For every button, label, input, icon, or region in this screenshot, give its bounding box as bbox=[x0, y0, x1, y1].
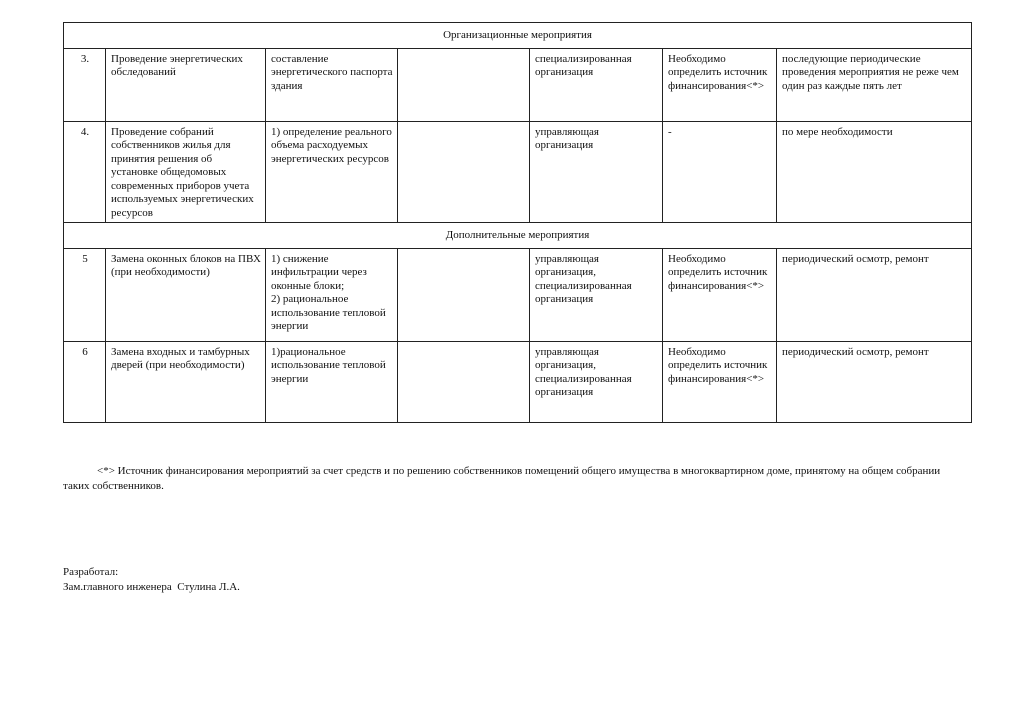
author-name: Зам.главного инженера Стулина Л.А. bbox=[63, 581, 240, 593]
table-row bbox=[64, 248, 972, 341]
measure-result: 1)рациональное использование тепловой энергии bbox=[266, 341, 398, 422]
table-row bbox=[64, 121, 972, 223]
table-row bbox=[64, 341, 972, 422]
measure-name: Проведение энергетических обследований bbox=[106, 48, 266, 121]
measure-period: по мере необходимости bbox=[777, 121, 972, 223]
section-header-row bbox=[64, 23, 972, 49]
measure-result-line: 1) снижение инфильтрации через оконные блоки; bbox=[271, 252, 367, 292]
row-number: 6 bbox=[64, 341, 106, 422]
measure-result: составление энергетического паспорта здания bbox=[266, 48, 398, 121]
empty-cell bbox=[398, 121, 530, 223]
measure-result bbox=[266, 248, 398, 341]
empty-cell bbox=[398, 248, 530, 341]
measure-executor: управляющая организация bbox=[530, 121, 663, 223]
measure-name: Проведение собраний собственников жилья для принятия решения об установке общедомовых современных приборов учета используемых энергетических ресурсов bbox=[106, 121, 266, 223]
measure-funding: Необходимо определить источник финансирования<*> bbox=[663, 48, 777, 121]
measure-funding: Необходимо определить источник финансирования<*> bbox=[663, 341, 777, 422]
measure-name: Замена оконных блоков на ПВХ (при необходимости) bbox=[106, 248, 266, 341]
measure-period: периодический осмотр, ремонт bbox=[777, 341, 972, 422]
row-number: 4. bbox=[64, 121, 106, 223]
row-number: 5 bbox=[64, 248, 106, 341]
measure-executor: специализированная организация bbox=[530, 48, 663, 121]
footnote: <*> Источник финансирования мероприятий за счет средств и по решению собственников помещений общего имущества в многоквартирном доме, принятому на общем собрании таких собственников. bbox=[63, 465, 941, 492]
measure-period: периодический осмотр, ремонт bbox=[777, 248, 972, 341]
empty-cell bbox=[398, 341, 530, 422]
measure-funding: Необходимо определить источник финансирования<*> bbox=[663, 248, 777, 341]
measure-period: последующие периодические проведения мероприятия не реже чем один раз каждые пять лет bbox=[777, 48, 972, 121]
table-row bbox=[64, 48, 972, 121]
section-title-extra: Дополнительные мероприятия bbox=[64, 223, 972, 249]
empty-cell bbox=[398, 48, 530, 121]
measure-executor: управляющая организация, специализированная организация bbox=[530, 341, 663, 422]
measure-name: Замена входных и тамбурных дверей (при необходимости) bbox=[106, 341, 266, 422]
measure-executor: управляющая организация, специализированная организация bbox=[530, 248, 663, 341]
row-number: 3. bbox=[64, 48, 106, 121]
signature-block bbox=[63, 565, 240, 595]
measure-result: 1) определение реального объема расходуемых энергетических ресурсов bbox=[266, 121, 398, 223]
measures-table bbox=[63, 22, 972, 423]
measure-funding: - bbox=[663, 121, 777, 223]
developed-by-label: Разработал: bbox=[63, 566, 119, 578]
measure-result-line: 2) рациональное использование тепловой энергии bbox=[271, 293, 386, 332]
section-header-row bbox=[64, 223, 972, 249]
section-title-org: Организационные мероприятия bbox=[64, 23, 972, 49]
